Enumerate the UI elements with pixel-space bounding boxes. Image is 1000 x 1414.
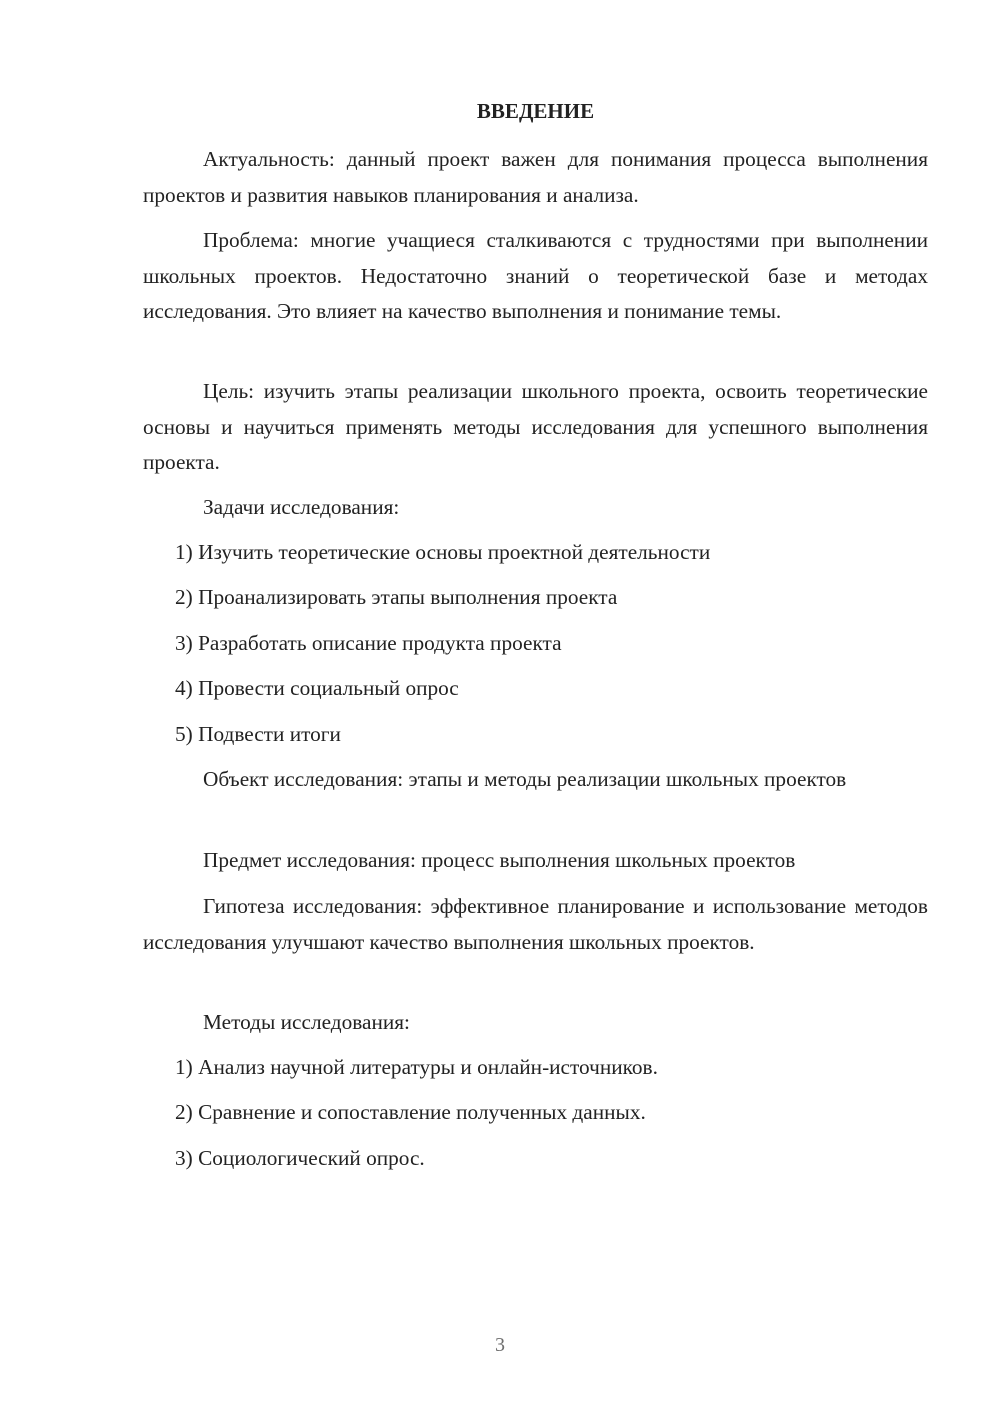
method-item: 2) Сравнение и сопоставление полученных данных. — [175, 1100, 646, 1124]
task-item: 4) Провести социальный опрос — [175, 676, 459, 700]
subject-paragraph: Предмет исследования: процесс выполнения школьных проектов — [203, 848, 796, 872]
page-number: 3 — [495, 1334, 505, 1356]
task-item: 5) Подвести итоги — [175, 722, 341, 746]
page-title: ВВЕДЕНИЕ — [476, 99, 595, 123]
task-item: 1) Изучить теоретические основы проектной деятельности — [175, 540, 711, 564]
method-item: 3) Социологический опрос. — [175, 1146, 425, 1170]
problem-paragraph: Проблема: многие учащиеся сталкиваются с трудностями при выполнении школьных проектов. Недостаточно знаний о теоретической базе и методах исследования. Это влияет на качество выполнения и понимание темы. — [143, 228, 928, 323]
goal-paragraph: Цель: изучить этапы реализации школьного проекта, освоить теоретические основы и научиться применять методы исследования для успешного выполнения проекта. — [143, 379, 928, 474]
object-paragraph: Объект исследования: этапы и методы реализации школьных проектов — [203, 767, 847, 791]
hypothesis-paragraph: Гипотеза исследования: эффективное планирование и использование методов исследования улучшают качество выполнения школьных проектов. — [143, 894, 928, 954]
relevance-paragraph: Актуальность: данный проект важен для понимания процесса выполнения проектов и развития навыков планирования и анализа. — [143, 147, 928, 207]
task-item: 2) Проанализировать этапы выполнения проекта — [175, 585, 618, 609]
methods-heading: Методы исследования: — [203, 1010, 410, 1034]
task-item: 3) Разработать описание продукта проекта — [175, 631, 562, 655]
tasks-heading: Задачи исследования: — [203, 495, 400, 519]
method-item: 1) Анализ научной литературы и онлайн-источников. — [175, 1055, 658, 1079]
